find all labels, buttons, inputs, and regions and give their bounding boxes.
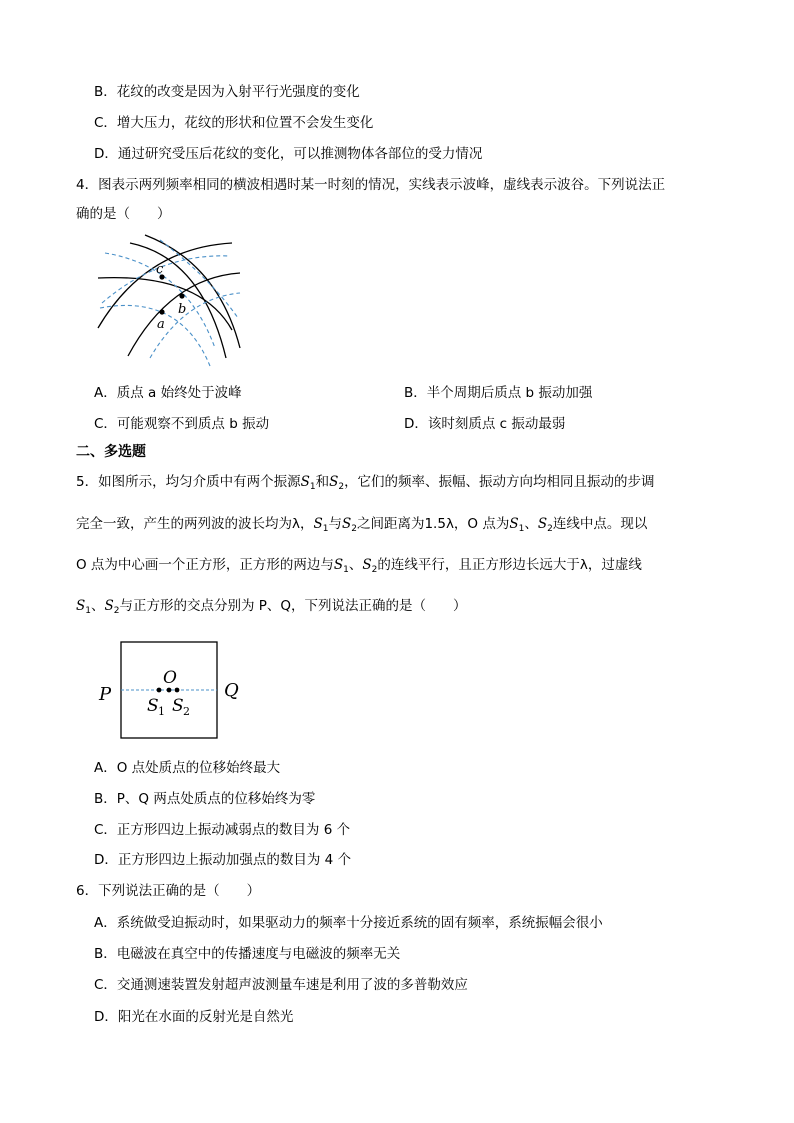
q4-wave-figure: [90, 238, 240, 368]
label-c: c: [156, 262, 164, 277]
section-2-title: 二、多选题: [76, 444, 146, 460]
label-q: Q: [224, 680, 239, 701]
o-dot: [167, 688, 172, 693]
q4-stem-line1: 4．图表示两列频率相同的横波相遇时某一时刻的情况，实线表示波峰，虚线表示波谷。下列说法正: [76, 177, 666, 193]
trough-arc-4: [100, 305, 210, 366]
label-o: O: [163, 668, 177, 688]
point-a-dot: [159, 309, 164, 314]
q6-option-c: C．交通测速装置发射超声波测量车速是利用了波的多普勒效应: [94, 977, 468, 993]
q5-option-c: C．正方形四边上振动减弱点的数目为 6 个: [94, 822, 351, 838]
label-a: a: [157, 317, 165, 332]
q6-option-b: B．电磁波在真空中的传播速度与电磁波的频率无关: [94, 946, 401, 962]
label-s2-sub: 2: [183, 705, 190, 718]
q5-option-b: B．P、Q 两点处质点的位移始终为零: [94, 791, 316, 807]
q4-option-a: A．质点 a 始终处于波峰: [94, 385, 242, 401]
q5-option-d: D．正方形四边上振动加强点的数目为 4 个: [94, 852, 352, 868]
crest-arc-4: [130, 243, 226, 358]
q5-option-a: A．O 点处质点的位移始终最大: [94, 760, 281, 776]
s2-dot: [175, 688, 180, 693]
label-b: b: [178, 302, 187, 317]
q4-option-b: B．半个周期后质点 b 振动加强: [404, 385, 593, 401]
label-s2: S: [172, 696, 184, 716]
q4-option-c: C．可能观察不到质点 b 振动: [94, 416, 270, 432]
label-s1-sub: 1: [158, 705, 165, 718]
q5-stem-line4: $S_1$、$S_2$与正方形的交点分别为 P、Q，下列说法正确的是（ ）: [76, 598, 467, 616]
q6-option-a: A．系统做受迫振动时，如果驱动力的频率十分接近系统的固有频率，系统振幅会很小: [94, 915, 603, 931]
label-p: P: [99, 684, 112, 705]
q6-stem: 6．下列说法正确的是（ ）: [76, 883, 261, 899]
s1-dot: [157, 688, 162, 693]
q3-option-c: C．增大压力，花纹的形状和位置不会发生变化: [94, 115, 374, 131]
q5-stem-line1: 5．如图所示，均匀介质中有两个振源$S_1$和$S_2$，它们的频率、振幅、振动方向均相同且振动的步调: [76, 474, 655, 492]
q6-option-d: D．阳光在水面的反射光是自然光: [94, 1009, 294, 1025]
q5-stem-line2: 完全一致，产生的两列波的波长均为λ，$S_1$与$S_2$之间距离为1.5λ，O 点为$S_1$、$S_2$连线中点。现以: [76, 516, 648, 534]
q5-square-figure: [95, 638, 255, 743]
q3-option-b: B．花纹的改变是因为入射平行光强度的变化: [94, 84, 360, 100]
q3-option-d: D．通过研究受压后花纹的变化，可以推测物体各部位的受力情况: [94, 146, 483, 162]
point-b-dot: [179, 293, 184, 298]
q4-stem-line2: 确的是（ ）: [76, 206, 171, 222]
q5-stem-line3: O 点为中心画一个正方形，正方形的两边与$S_1$、$S_2$的连线平行，且正方形边长远大于λ，过虚线: [76, 557, 642, 575]
q4-option-d: D．该时刻质点 c 振动最弱: [404, 416, 566, 432]
label-s1: S: [147, 696, 159, 716]
